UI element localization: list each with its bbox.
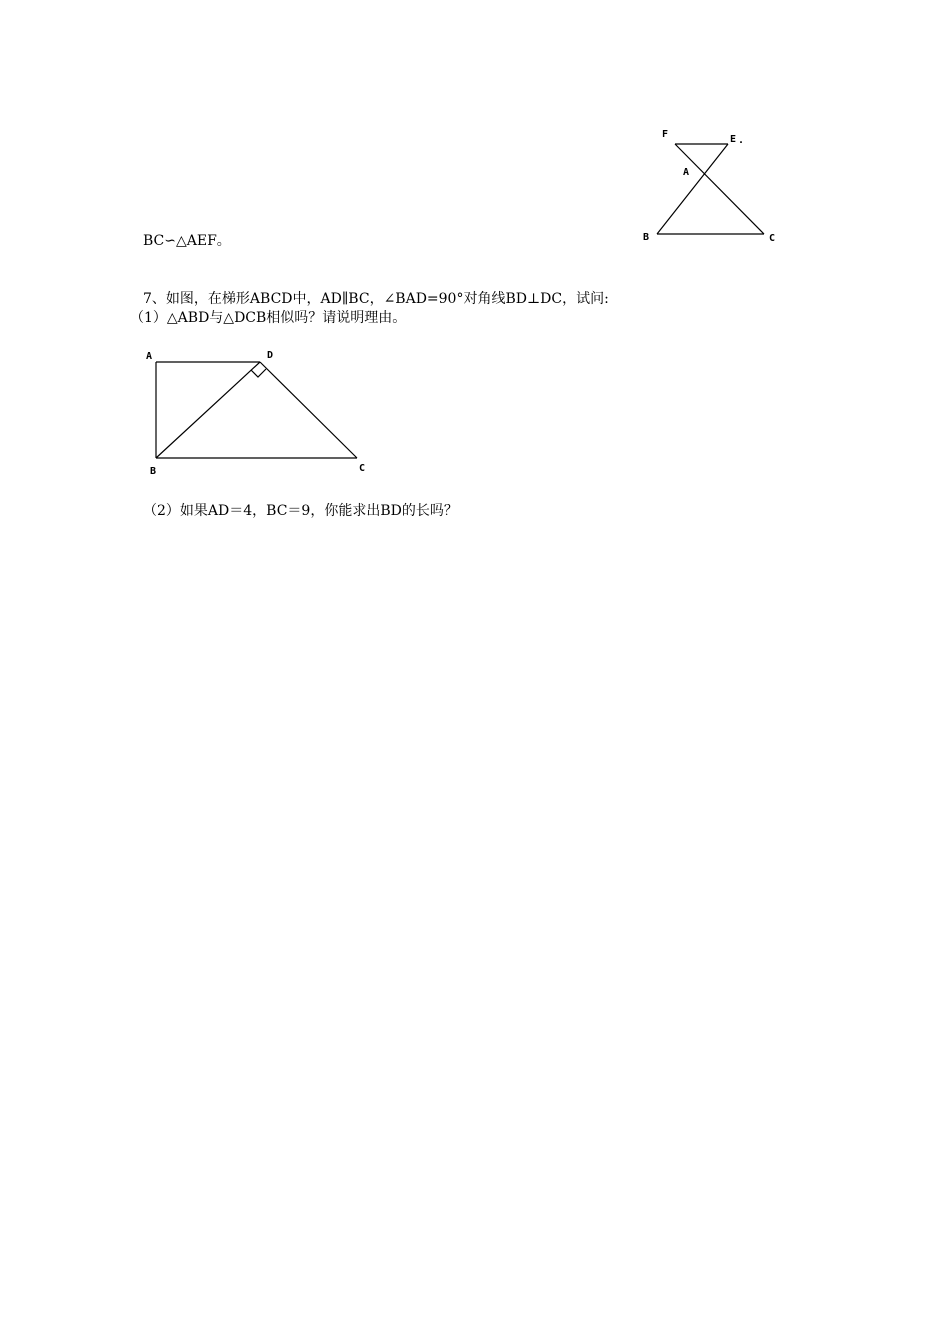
problem7-stem: 7、如图，在梯形ABCD中，AD∥BC，∠BAD=90°对角线BD⊥DC，试问:: [143, 291, 609, 307]
label-c: C: [769, 233, 776, 244]
figure-trapezoid-abcd: [140, 340, 380, 480]
label-d: D: [267, 350, 274, 361]
label-b: B: [150, 466, 157, 477]
problem6-text-tail: BC∽△AEF。: [143, 233, 231, 249]
label-c: C: [359, 463, 366, 474]
label-b: B: [643, 232, 650, 243]
right-angle-mark: [251, 369, 266, 377]
segment-bd: [156, 362, 260, 458]
label-e: E: [730, 134, 737, 145]
figure-hourglass-triangles: [640, 120, 790, 250]
label-e-mark: .: [738, 135, 745, 146]
segment-eb: [657, 144, 728, 234]
segment-dc: [260, 362, 357, 458]
problem7-part2: （2）如果AD＝4，BC＝9，你能求出BD的长吗？: [143, 503, 458, 519]
segment-fc: [675, 144, 764, 234]
problem7-part1: （1）△ABD与△DCB相似吗？请说明理由。: [130, 310, 407, 326]
label-f: F: [662, 129, 669, 140]
label-a: A: [683, 167, 690, 178]
label-a: A: [146, 351, 153, 362]
